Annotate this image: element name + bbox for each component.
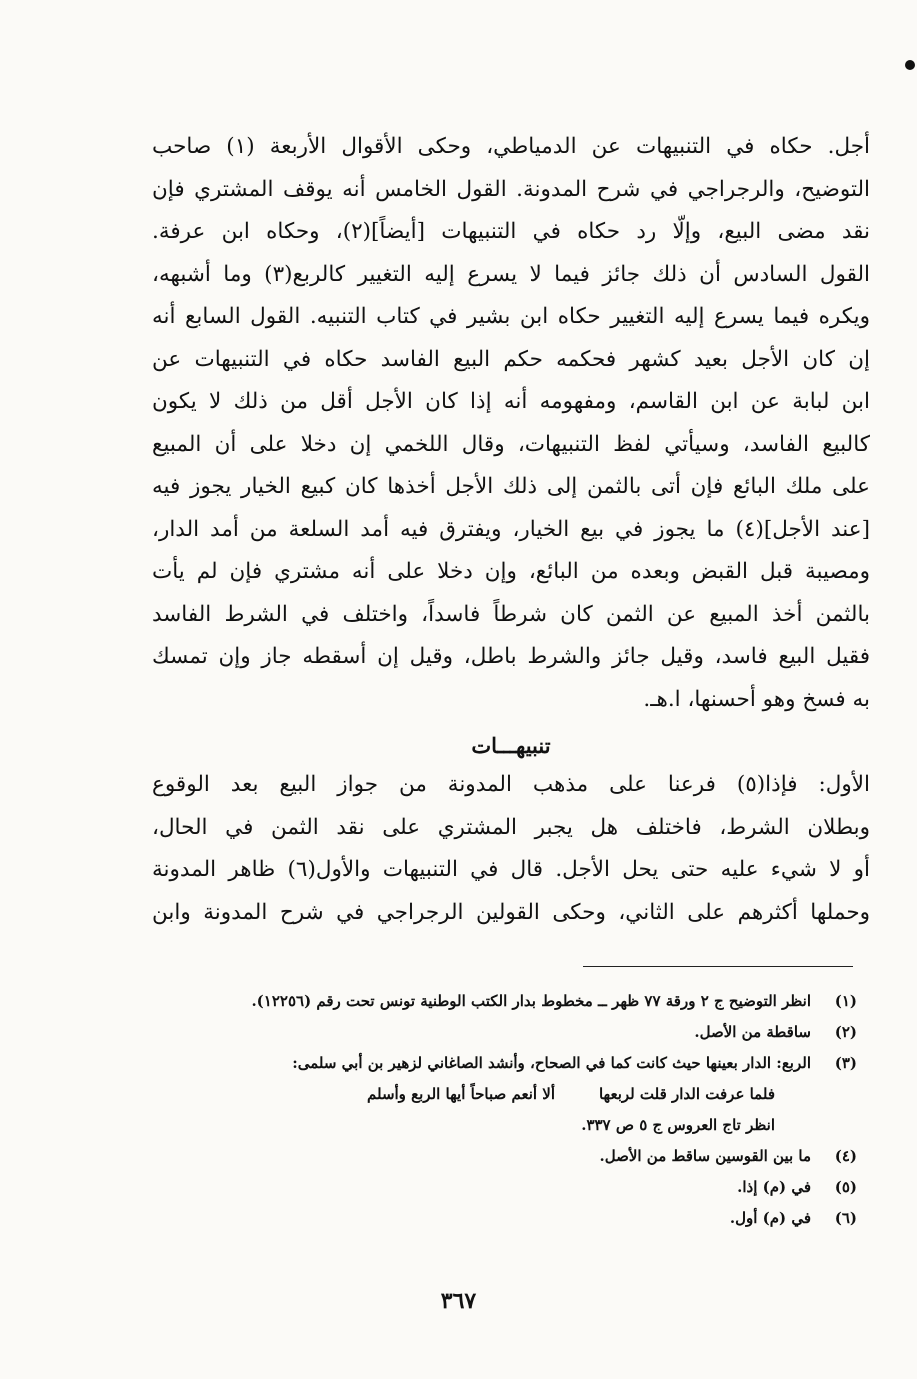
- footnote-number: (٢): [834, 1023, 857, 1041]
- verse-second-half: ألا أنعم صباحاً أيها الربع وأسلم: [367, 1085, 555, 1103]
- footnote-text: الربع: الدار بعينها حيث كانت كما في الصحاح، وأنشد الصاغاني لزهير بن أبي سلمى:: [292, 1054, 811, 1072]
- footnote-verse: [137, 1079, 857, 1110]
- footnote-number: (٣): [834, 1054, 857, 1072]
- footnote-text: انظر التوضيح ج ٢ ورقة ٧٧ ظهر ــ مخطوط بدار الكتب الوطنية تونس تحت رقم (١٢٢٥٦).: [251, 992, 811, 1010]
- footnote-item: [137, 1048, 857, 1079]
- footnote-item: [137, 1141, 857, 1172]
- section-heading: تنبيهـــات: [471, 733, 551, 758]
- footnote-item: [137, 1172, 857, 1203]
- text-line: ويكره فيما يسرع إليه التغيير حكاه ابن بشير في كتاب التنبيه. القول السابع أنه: [152, 304, 870, 329]
- main-text-block: [152, 126, 870, 721]
- margin-mark: [905, 60, 915, 70]
- footnote-text: في (م) إذا.: [737, 1178, 811, 1196]
- text-line: أجل. حكاه في التنبيهات عن الدمياطي، وحكى الأقوال الأربعة (١) صاحب: [152, 134, 870, 159]
- footnote-number: (٥): [834, 1178, 857, 1196]
- text-line: القول السادس أن ذلك جائز فيما لا يسرع إليه التغيير كالربع(٣) وما أشبهه،: [152, 261, 870, 287]
- footnote-source: انظر تاج العروس ج ٥ ص ٣٣٧.: [581, 1116, 775, 1134]
- text-line: ابن لبابة عن ابن القاسم، ومفهومه أنه إذا كان الأجل أقل من ذلك لا يكون: [152, 389, 870, 414]
- footnotes-block: [137, 986, 857, 1234]
- text-line: أو لا شيء عليه حتى يحل الأجل. قال في التنبيهات والأول(٦) ظاهر المدونة: [152, 857, 870, 882]
- text-line: وبطلان الشرط، فاختلف هل يجبر المشتري على نقد الثمن في الحال،: [152, 814, 870, 840]
- text-line: ومصيبة قبل القبض وبعده من البائع، وإن دخلا على أنه مشتري فإن لم يأت: [152, 559, 870, 584]
- text-line: نقد مضى البيع، وإلّا رد حكاه في التنبيهات [أيضاً](٢)، وحكاه ابن عرفة.: [152, 219, 870, 244]
- page-number: ٣٦٧: [440, 1288, 477, 1314]
- text-line: كالبيع الفاسد، وسيأتي لفظ التنبيهات، وقال اللخمي إن دخلا على أن المبيع: [152, 431, 870, 457]
- footnote-item: [137, 1017, 857, 1048]
- text-line: إن كان الأجل بعيد كشهر فحكمه حكم البيع الفاسد حكاه في التنبيهات عن: [152, 346, 870, 372]
- footnote-divider: [583, 966, 853, 967]
- section-text-block: [152, 764, 870, 934]
- footnote-text: في (م) أول.: [729, 1209, 811, 1227]
- text-line: التوضيح، والرجراجي في شرح المدونة. القول الخامس أنه يوقف المشتري فإن: [152, 176, 870, 202]
- footnote-text: ما بين القوسين ساقط من الأصل.: [599, 1147, 811, 1165]
- text-line: به فسخ وهو أحسنها، ا.هـ.: [643, 686, 870, 712]
- text-line: بالثمن أخذ المبيع عن الثمن كان شرطاً فاسداً، واختلف في الشرط الفاسد: [152, 601, 870, 627]
- footnote-number: (٦): [834, 1209, 857, 1227]
- footnote-number: (١): [834, 992, 857, 1010]
- text-line: فقيل البيع فاسد، وقيل جائز والشرط باطل، وقيل إن أسقطه جاز وإن تمسك: [152, 644, 870, 669]
- text-line: وحملها أكثرهم على الثاني، وحكى القولين الرجراجي في شرح المدونة وابن: [152, 899, 870, 925]
- footnote-number: (٤): [834, 1147, 857, 1165]
- footnote-item: [137, 986, 857, 1017]
- text-line: على ملك البائع فإن أتى بالثمن إلى ذلك الأجل أخذها كان كبيع الخيار يجوز فيه: [152, 474, 870, 499]
- footnote-text: ساقطة من الأصل.: [694, 1023, 811, 1041]
- footnote-item: [137, 1203, 857, 1234]
- text-line: الأول: فإذا(٥) فرعنا على مذهب المدونة من جواز البيع بعد الوقوع: [152, 772, 870, 797]
- verse-first-half: فلما عرفت الدار قلت لربعها: [598, 1085, 775, 1103]
- text-line: [عند الأجل](٤) ما يجوز في بيع الخيار، ويفترق فيه أمد السلعة من أمد الدار،: [152, 516, 870, 542]
